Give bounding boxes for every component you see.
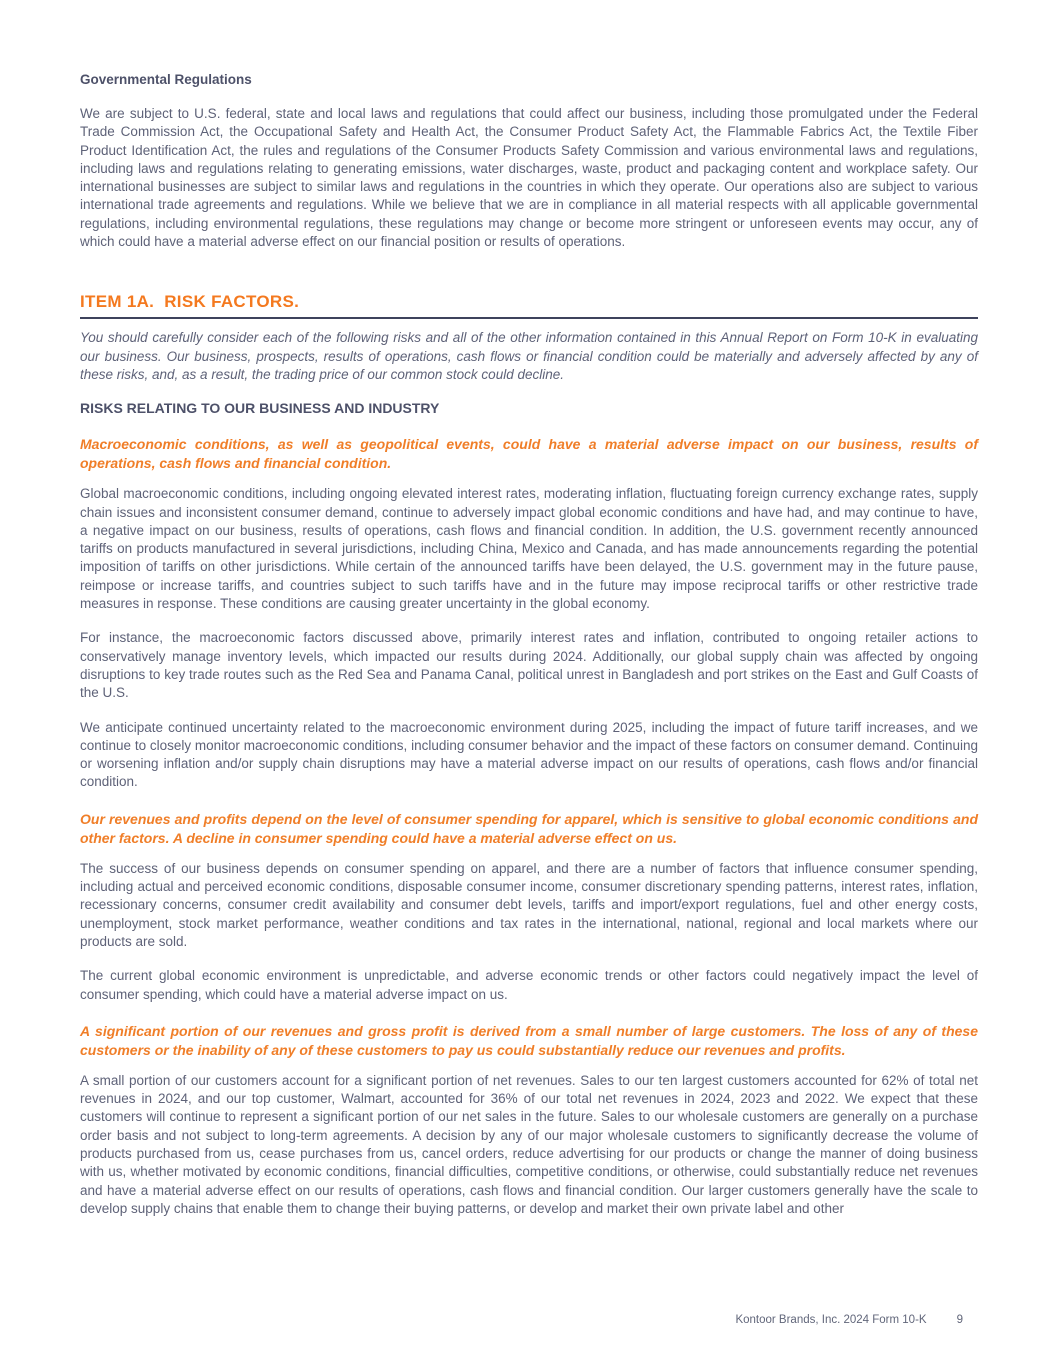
risk-title-consumer-spending: Our revenues and profits depend on the level of consumer spending for apparel, which is sensitive to global economic conditions and other factors. A decline in consumer spending could have a material adverse effect on us.	[80, 810, 978, 846]
risk-title-macroeconomic-conditions: Macroeconomic conditions, as well as geopolitical events, could have a material adverse impact on our business, results of operations, cash flows and financial condition.	[80, 436, 978, 472]
item-1a-risk-factors-heading: ITEM 1A. RISK FACTORS.	[80, 292, 978, 319]
governmental-regulations-heading: Governmental Regulations	[80, 72, 252, 87]
risk-consumer-spending-paragraph-1: The success of our business depends on consumer spending on apparel, and there are a number of factors that influence consumer spending, including actual and perceived economic conditions, disposable consumer income, consumer discretionary spending patterns, interest rates, inflation, recessionary concerns, consumer credit availability and consumer debt levels, tariffs and import/export regulations, fuel and other energy costs, unemployment, stock market performance, weather conditions and tax rates in the international, national, regional and local markets where our products are sold.	[80, 860, 978, 949]
risk-macroeconomic-paragraph-3: We anticipate continued uncertainty related to the macroeconomic environment during 2025, including the impact of future tariff increases, and we continue to closely monitor macroeconomic conditions, including consumer behavior and the impact of these factors on consumer demand. Continuing or worsening inflation and/or supply chain disruptions may have a material adverse impact on our results of operations, cash flows and/or financial condition.	[80, 719, 978, 790]
risk-macroeconomic-paragraph-1: Global macroeconomic conditions, including ongoing elevated interest rates, moderating inflation, fluctuating foreign currency exchange rates, supply chain issues and inconsistent consumer demand, continue to adversely impact global economic conditions and have had, and may continue to have, a negative impact on our business, results of operations, cash flows and financial condition. In addition, the U.S. government recently announced tariffs on products manufactured in several jurisdictions, including China, Mexico and Canada, and has made announcements regarding the potential imposition of tariffs on other jurisdictions. While certain of the announced tariffs have been delayed, the U.S. government may in the future pause, reimpose or increase tariffs, and countries subject to such tariffs have and in the future may impose reciprocal tariffs or other restrictive trade measures in response. These conditions are causing greater uncertainty in the global economy.	[80, 486, 978, 612]
page-content	[80, 71, 978, 1218]
risk-factors-intro-paragraph: You should carefully consider each of the following risks and all of the other information contained in this Annual Report on Form 10-K in evaluating our business. Our business, prospects, results of operations, cash flows or financial condition could be materially and adversely affected by any of these risks, and, as a result, the trading price of our common stock could decline.	[80, 330, 978, 382]
risk-large-customers-paragraph-1: A small portion of our customers account for a significant portion of net revenues. Sales to our ten largest customers accounted for 62% of total net revenues in 2024, and our top customer, Walmart, accounted for 36% of our total net revenues in 2024, 2023 and 2022. We expect that these customers will continue to represent a significant portion of our net sales in the future. Sales to our wholesale customers are generally on a purchase order basis and not subject to long-term agreements. A decision by any of our major wholesale customers to significantly decrease the volume of products purchased from us, cease purchases from us, cancel orders, reduce advertising for our products or change the manner of doing business with us, whether motivated by economic conditions, financial difficulties, competitive conditions, or otherwise, could substantially reduce net revenues and have a material adverse effect on our results of operations, cash flows and financial condition. Our larger customers generally have the scale to develop supply chains that enable them to change their buying patterns, or develop and market their own private label and other	[80, 1072, 978, 1216]
risk-macroeconomic-paragraph-2: For instance, the macroeconomic factors discussed above, primarily interest rates and inflation, contributed to ongoing retailer actions to conservatively manage inventory levels, which impacted our results during 2024. Additionally, our global supply chain was affected by ongoing disruptions to key trade routes such as the Red Sea and Panama Canal, political unrest in Bangladesh and port strikes on the East and Gulf Coasts of the U.S.	[80, 630, 978, 701]
risks-relating-section-heading: RISKS RELATING TO OUR BUSINESS AND INDUSTRY	[80, 400, 440, 417]
footer-page-number: 9	[956, 1314, 963, 1326]
governmental-regulations-paragraph: We are subject to U.S. federal, state and local laws and regulations that could affect our business, including those promulgated under the Federal Trade Commission Act, the Occupational Safety and Health Act, the Consumer Product Safety Act, the Flammable Fabrics Act, the Textile Fiber Product Identification Act, the rules and regulations of the Consumer Products Safety Commission and various environmental laws and regulations, including laws and regulations relating to generating emissions, water discharges, waste, product and packaging content and workplace safety. Our international businesses are subject to similar laws and regulations in the countries in which they operate. Our operations also are subject to various international trade agreements and regulations. While we believe that we are in compliance in all material respects with all applicable governmental regulations, including environmental regulations, these regulations may change or become more stringent or unforeseen events may occur, any of which could have a material adverse effect on our financial position or results of operations.	[80, 106, 978, 250]
page-footer	[735, 1313, 963, 1328]
footer-company-text: Kontoor Brands, Inc. 2024 Form 10-K	[735, 1314, 927, 1326]
risk-title-large-customers: A significant portion of our revenues and gross profit is derived from a small number of large customers. The loss of any of these customers or the inability of any of these customers to pay us could substantially reduce our revenues and profits.	[80, 1022, 978, 1058]
risk-consumer-spending-paragraph-2: The current global economic environment is unpredictable, and adverse economic trends or other factors could negatively impact the level of consumer spending, which could have a material adverse impact on us.	[80, 968, 978, 1002]
